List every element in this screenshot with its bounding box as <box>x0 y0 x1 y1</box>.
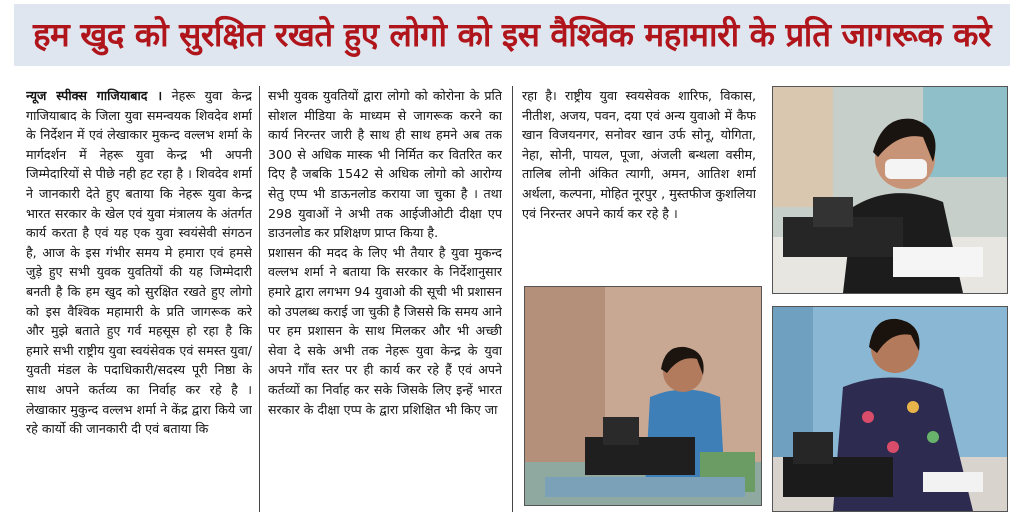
article-column-1 <box>26 86 252 514</box>
article-paragraph: सभी युवक युवतियों द्वारा लोगो को कोरोना के प्रति सोशल मीडिया के माध्यम से जागरूक करने का कार्य निरन्तर जारी है साथ ही साथ हमने अब तक 300 से अधिक मास्क भी निर्मित कर वितरित कर दिए है जबकि 1542 से अधिक लोगो को आरोग्य सेतु एप्प भी डाऊनलोड कराया जा चुका है । तथा 298 युवाओं ने अभी तक आईजीओटी दीक्षा एप डाउनलोड कर प्रशिक्षण प्राप्त किया है. <box>268 88 502 241</box>
photo-illustration <box>525 287 761 505</box>
photo-illustration <box>773 307 1007 511</box>
article-paragraph: रहा है। राष्ट्रीय युवा स्वयसेवक शारिफ, विकास, नीतीश, अजय, पवन, दया एवं अन्य युवाओ में कैफ खान विजयनगर, सनोवर खान उर्फ सोनू, योगिता, नेहा, सोनी, पायल, पूजा, अंजली बन्थला वसीम, तालिब लोनी अंकित त्यागी, अमन, आतिश शर्मा अर्थला, कल्पना, मोहित नूरपुर , मुस्तफीज कुशलिया एवं निरन्तर अपने कार्य कर रहे है । <box>522 88 756 221</box>
article-column-2 <box>268 86 502 514</box>
article-paragraph: प्रशासन की मदद के लिए भी तैयार है युवा मुकन्द वल्लभ शर्मा ने बताया कि सरकार के निर्देशानुसार हमारे द्वारा लगभग 94 युवाओ की सूची भी प्रशासन को उपलब्ध कराई जा चुकी है जिससे कि समय आने पर हम प्रशासन के साथ मिलकर और भी अच्छी सेवा दे सके अभी तक नेहरू युवा केन्द्र के युवा अपने गाँव स्तर पर ही कार्य कर रहे हैं एवं अपने कर्तव्यों का निर्वाह कर सके जिसके लिए इन्हें भारत सरकार के दीक्षा एप्प के द्वारा प्रशिक्षित भी किए जा <box>268 244 502 417</box>
column-divider <box>259 86 260 512</box>
dateline: न्यूज स्पीक्स गाजियाबाद । <box>26 88 163 103</box>
article-text: नेहरू युवा केन्द्र गाजियाबाद के जिला युवा समन्वयक शिवदेव शर्मा के निर्देशन में एवं लेखाकार मुकन्द वल्लभ शर्मा के मार्गदर्शन में नेहरू युवा केन्द्र भी अपनी जिम्मेदारियों से पीछे नही हट रहा है । शिवदेव शर्मा ने जानकारी देते हुए बताया कि नेहरू युवा केन्द्र भारत सरकार के खेल एवं युवा मंत्रालय के अंतर्गत कार्य करता है एवं यह एक युवा स्वयंसेवी संगठन है, आज के इस गंभीर समय मे हमारा एवं हमसे जुड़े हुए सभी युवक युवतियों की यह जिम्मेदारी बनती है कि हम खुद को सुरक्षित रखते हुए लोगो को इस वैश्विक महामारी के प्रति जागरूक करे और मुझे बताते हुए गर्व महसूस हो रहा है कि हमारे सभी राष्ट्रीय युवा स्वयंसेवक एवं समस्त युवा/युवती मंडल के पदाधिकारी/सदस्य पूरी निष्ठा के साथ अपने कर्तव्य का निर्वाह कर रहे है । लेखाकार मुकुन्द वल्लभ शर्मा ने केंद्र द्वारा किये जा रहे कार्यो की जानकारी दी एवं बताया कि <box>26 88 252 437</box>
article-paragraph <box>26 86 252 439</box>
column-divider <box>512 86 513 512</box>
photo-girl-sewing <box>524 286 762 506</box>
photo-woman-floral-sewing <box>772 306 1008 512</box>
article-column-3 <box>522 86 756 272</box>
headline: हम खुद को सुरक्षित रखते हुए लोगो को इस वैश्विक महामारी के प्रति जागरूक करे <box>32 15 991 54</box>
photo-masked-woman-sewing <box>772 86 1008 294</box>
headline-bar <box>0 0 1024 70</box>
photo-illustration <box>773 87 1007 293</box>
